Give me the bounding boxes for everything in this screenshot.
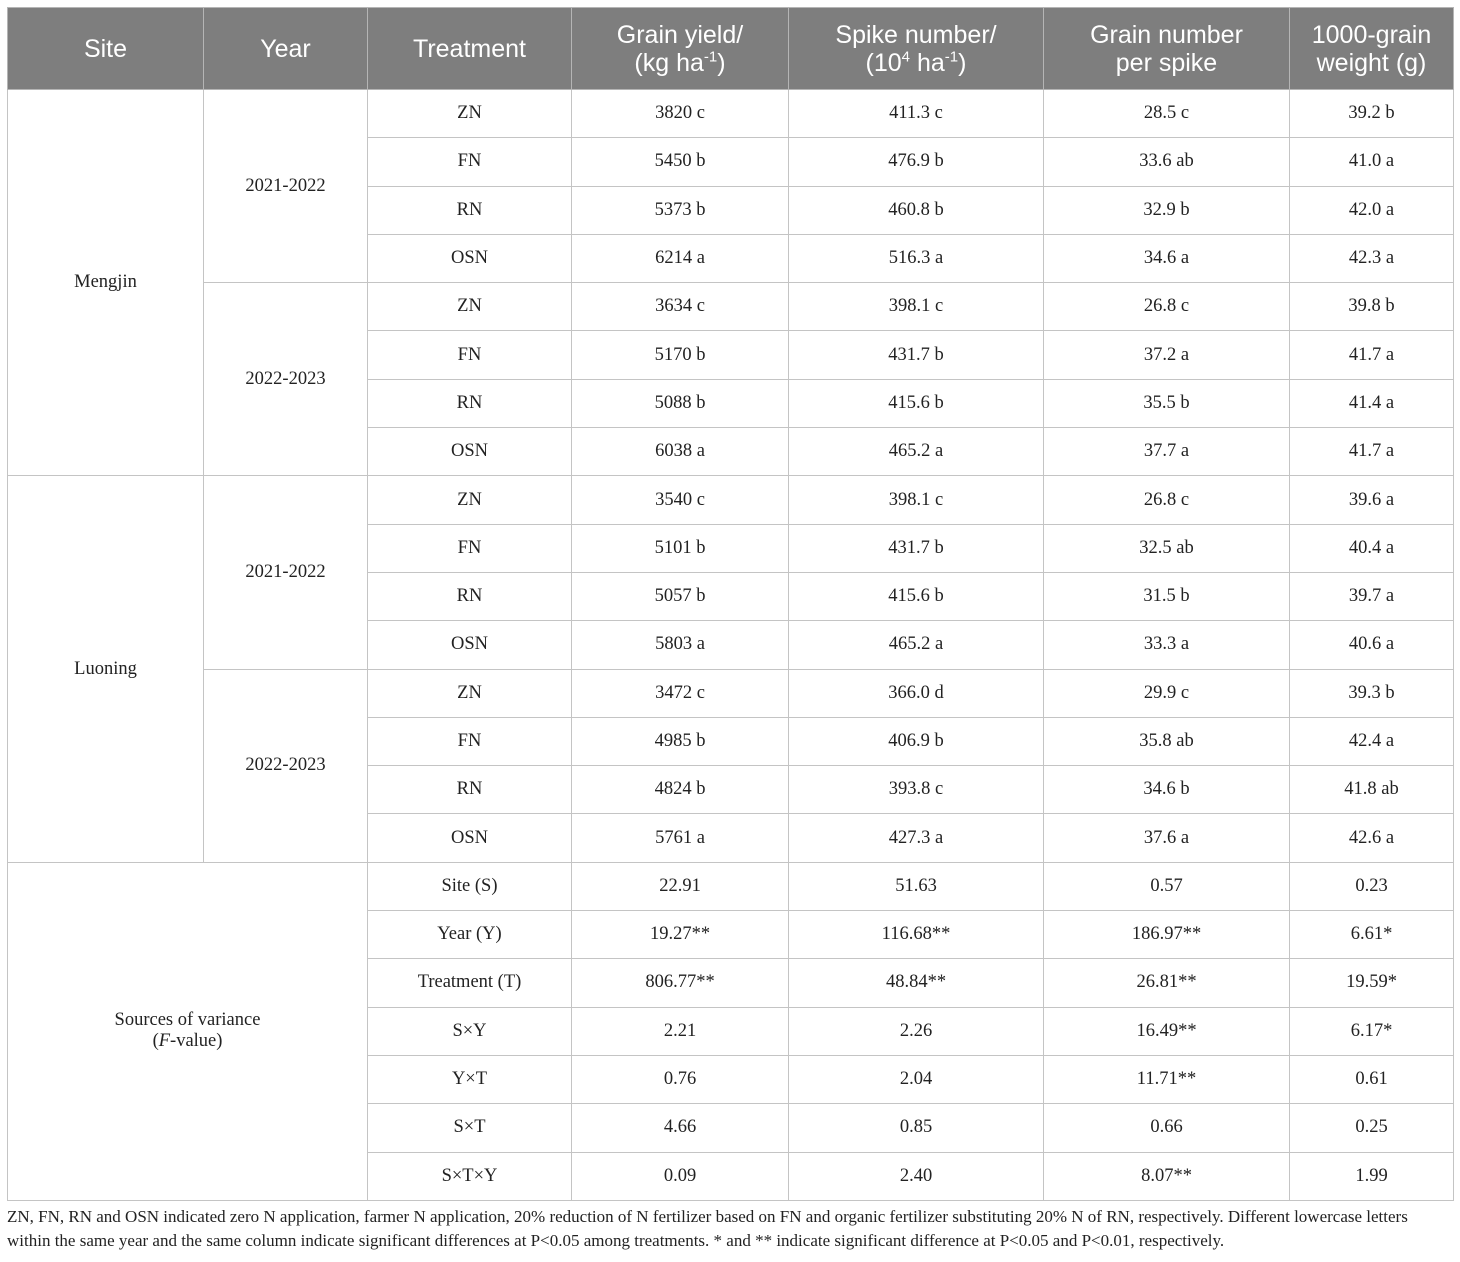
spike-number-f-cell: 0.85 — [789, 1104, 1044, 1152]
header-spike-number-unit-mid: ha — [910, 48, 945, 77]
header-tgw-line1: 1000-grain — [1311, 20, 1432, 49]
grain-number-cell: 37.6 a — [1044, 814, 1290, 862]
grain-weight-f-cell: 1.99 — [1290, 1152, 1454, 1200]
grain-number-cell: 28.5 c — [1044, 90, 1290, 138]
spike-number-cell: 411.3 c — [789, 90, 1044, 138]
grain-number-cell: 26.8 c — [1044, 283, 1290, 331]
spike-number-cell: 460.8 b — [789, 186, 1044, 234]
grain-weight-cell: 39.7 a — [1290, 572, 1454, 620]
treatment-cell: FN — [368, 138, 572, 186]
grain-yield-f-cell: 22.91 — [572, 862, 789, 910]
spike-number-cell: 406.9 b — [789, 717, 1044, 765]
grain-weight-cell: 39.8 b — [1290, 283, 1454, 331]
grain-yield-f-cell: 806.77** — [572, 959, 789, 1007]
header-spike-number-unit-sup2: -1 — [944, 48, 959, 66]
grain-weight-cell: 42.4 a — [1290, 717, 1454, 765]
variance-label-pre: ( — [152, 1031, 159, 1052]
grain-yield-cell: 4985 b — [572, 717, 789, 765]
table-header — [8, 8, 1454, 90]
grain-weight-f-cell: 19.59* — [1290, 959, 1454, 1007]
grain-weight-cell: 42.6 a — [1290, 814, 1454, 862]
header-year: Year — [204, 8, 368, 90]
grain-weight-f-cell: 6.61* — [1290, 911, 1454, 959]
variance-label-post: -value) — [170, 1031, 223, 1052]
grain-number-cell: 34.6 a — [1044, 234, 1290, 282]
header-grain-yield-unit-post: ) — [717, 48, 726, 77]
spike-number-cell: 476.9 b — [789, 138, 1044, 186]
header-tgw-line2: weight (g) — [1316, 48, 1427, 77]
treatment-cell: ZN — [368, 669, 572, 717]
spike-number-cell: 427.3 a — [789, 814, 1044, 862]
variance-source-cell: Site (S) — [368, 862, 572, 910]
grain-weight-cell: 40.6 a — [1290, 621, 1454, 669]
grain-weight-cell: 41.8 ab — [1290, 766, 1454, 814]
treatment-cell: RN — [368, 379, 572, 427]
spike-number-cell: 415.6 b — [789, 572, 1044, 620]
year-cell: 2022-2023 — [204, 669, 368, 862]
grain-yield-cell: 3472 c — [572, 669, 789, 717]
grain-yield-f-cell: 0.09 — [572, 1152, 789, 1200]
header-1000-grain-weight — [1290, 8, 1454, 90]
grain-weight-f-cell: 0.23 — [1290, 862, 1454, 910]
grain-weight-f-cell: 6.17* — [1290, 1007, 1454, 1055]
header-spike-number-unit-pre: (10 — [865, 48, 902, 77]
spike-number-cell: 516.3 a — [789, 234, 1044, 282]
grain-number-f-cell: 186.97** — [1044, 911, 1290, 959]
header-grain-number — [1044, 8, 1290, 90]
grain-number-cell: 33.3 a — [1044, 621, 1290, 669]
grain-number-cell: 37.2 a — [1044, 331, 1290, 379]
grain-weight-cell: 40.4 a — [1290, 524, 1454, 572]
grain-yield-cell: 5373 b — [572, 186, 789, 234]
spike-number-f-cell: 116.68** — [789, 911, 1044, 959]
grain-number-cell: 35.5 b — [1044, 379, 1290, 427]
grain-yield-cell: 3634 c — [572, 283, 789, 331]
variance-source-cell: S×T×Y — [368, 1152, 572, 1200]
grain-weight-f-cell: 0.25 — [1290, 1104, 1454, 1152]
spike-number-cell: 465.2 a — [789, 621, 1044, 669]
treatment-cell: FN — [368, 717, 572, 765]
grain-number-cell: 32.5 ab — [1044, 524, 1290, 572]
grain-weight-cell: 41.7 a — [1290, 428, 1454, 476]
spike-number-cell: 431.7 b — [789, 331, 1044, 379]
grain-weight-cell: 42.0 a — [1290, 186, 1454, 234]
spike-number-f-cell: 2.40 — [789, 1152, 1044, 1200]
variance-row — [8, 862, 1454, 910]
grain-weight-cell: 41.7 a — [1290, 331, 1454, 379]
spike-number-f-cell: 2.04 — [789, 1055, 1044, 1103]
table-row — [8, 669, 1454, 717]
grain-weight-f-cell: 0.61 — [1290, 1055, 1454, 1103]
header-spike-number-unit-post: ) — [958, 48, 967, 77]
variance-source-cell: S×Y — [368, 1007, 572, 1055]
header-grain-number-line2: per spike — [1115, 48, 1218, 77]
grain-number-cell: 37.7 a — [1044, 428, 1290, 476]
table-row — [8, 283, 1454, 331]
header-grain-number-line1: Grain number — [1090, 20, 1243, 49]
grain-yield-cell: 5170 b — [572, 331, 789, 379]
grain-yield-cell: 3820 c — [572, 90, 789, 138]
spike-number-cell: 366.0 d — [789, 669, 1044, 717]
grain-yield-cell: 4824 b — [572, 766, 789, 814]
year-cell: 2021-2022 — [204, 476, 368, 669]
results-table — [7, 7, 1454, 1201]
grain-yield-f-cell: 4.66 — [572, 1104, 789, 1152]
variance-source-cell: Y×T — [368, 1055, 572, 1103]
grain-number-f-cell: 0.57 — [1044, 862, 1290, 910]
grain-number-cell: 26.8 c — [1044, 476, 1290, 524]
grain-number-f-cell: 11.71** — [1044, 1055, 1290, 1103]
grain-weight-cell: 41.0 a — [1290, 138, 1454, 186]
grain-yield-cell: 6038 a — [572, 428, 789, 476]
grain-number-cell: 31.5 b — [1044, 572, 1290, 620]
header-grain-yield-unit-pre: (kg ha — [634, 48, 704, 77]
grain-number-cell: 33.6 ab — [1044, 138, 1290, 186]
treatment-cell: FN — [368, 331, 572, 379]
grain-yield-cell: 5761 a — [572, 814, 789, 862]
treatment-cell: OSN — [368, 621, 572, 669]
variance-label-line1: Sources of variance — [114, 1010, 261, 1031]
header-spike-number-line1: Spike number/ — [835, 20, 997, 49]
treatment-cell: OSN — [368, 428, 572, 476]
year-cell: 2022-2023 — [204, 283, 368, 476]
table-body — [8, 90, 1454, 1201]
treatment-cell: ZN — [368, 90, 572, 138]
year-cell: 2021-2022 — [204, 90, 368, 283]
grain-yield-cell: 3540 c — [572, 476, 789, 524]
spike-number-cell: 431.7 b — [789, 524, 1044, 572]
header-treatment: Treatment — [368, 8, 572, 90]
grain-weight-cell: 39.2 b — [1290, 90, 1454, 138]
variance-source-cell: Year (Y) — [368, 911, 572, 959]
treatment-cell: FN — [368, 524, 572, 572]
header-spike-number — [789, 8, 1044, 90]
grain-yield-cell: 5101 b — [572, 524, 789, 572]
header-site: Site — [8, 8, 204, 90]
header-row — [8, 8, 1454, 90]
grain-weight-cell: 42.3 a — [1290, 234, 1454, 282]
grain-number-cell: 35.8 ab — [1044, 717, 1290, 765]
grain-yield-cell: 5057 b — [572, 572, 789, 620]
grain-yield-cell: 5803 a — [572, 621, 789, 669]
grain-number-cell: 32.9 b — [1044, 186, 1290, 234]
treatment-cell: ZN — [368, 283, 572, 331]
grain-weight-cell: 39.6 a — [1290, 476, 1454, 524]
treatment-cell: RN — [368, 572, 572, 620]
grain-yield-cell: 6214 a — [572, 234, 789, 282]
treatment-cell: OSN — [368, 234, 572, 282]
site-cell: Mengjin — [8, 90, 204, 476]
grain-yield-f-cell: 2.21 — [572, 1007, 789, 1055]
treatment-cell: RN — [368, 186, 572, 234]
grain-number-f-cell: 8.07** — [1044, 1152, 1290, 1200]
table-row — [8, 476, 1454, 524]
treatment-cell: ZN — [368, 476, 572, 524]
grain-yield-f-cell: 0.76 — [572, 1055, 789, 1103]
grain-number-cell: 34.6 b — [1044, 766, 1290, 814]
spike-number-cell: 398.1 c — [789, 283, 1044, 331]
variance-source-cell: S×T — [368, 1104, 572, 1152]
site-cell: Luoning — [8, 476, 204, 862]
grain-yield-cell: 5450 b — [572, 138, 789, 186]
spike-number-cell: 415.6 b — [789, 379, 1044, 427]
variance-source-cell: Treatment (T) — [368, 959, 572, 1007]
grain-yield-cell: 5088 b — [572, 379, 789, 427]
spike-number-f-cell: 51.63 — [789, 862, 1044, 910]
grain-yield-f-cell: 19.27** — [572, 911, 789, 959]
header-grain-yield-line1: Grain yield/ — [616, 20, 744, 49]
grain-weight-cell: 39.3 b — [1290, 669, 1454, 717]
treatment-cell: RN — [368, 766, 572, 814]
table-footnote: ZN, FN, RN and OSN indicated zero N application, farmer N application, 20% reduction of N fertilizer based on FN and organic fertilizer substituting 20% N of RN, respectively. Different lowercase letters within the same year and the same column indicate significant differences at P<0.05 among treatments. * and ** indicate significant difference at P<0.05 and P<0.01, respectively. — [7, 1207, 1408, 1250]
spike-number-cell: 398.1 c — [789, 476, 1044, 524]
grain-weight-cell: 41.4 a — [1290, 379, 1454, 427]
variance-label-cell — [8, 862, 368, 1200]
table-row — [8, 90, 1454, 138]
spike-number-f-cell: 2.26 — [789, 1007, 1044, 1055]
header-grain-yield — [572, 8, 789, 90]
variance-label-italic: F — [158, 1031, 171, 1052]
grain-number-cell: 29.9 c — [1044, 669, 1290, 717]
treatment-cell: OSN — [368, 814, 572, 862]
spike-number-cell: 393.8 c — [789, 766, 1044, 814]
grain-number-f-cell: 0.66 — [1044, 1104, 1290, 1152]
spike-number-f-cell: 48.84** — [789, 959, 1044, 1007]
grain-number-f-cell: 26.81** — [1044, 959, 1290, 1007]
header-spike-number-unit-sup1: 4 — [901, 48, 911, 66]
spike-number-cell: 465.2 a — [789, 428, 1044, 476]
grain-number-f-cell: 16.49** — [1044, 1007, 1290, 1055]
header-grain-yield-unit-sup: -1 — [703, 48, 718, 66]
